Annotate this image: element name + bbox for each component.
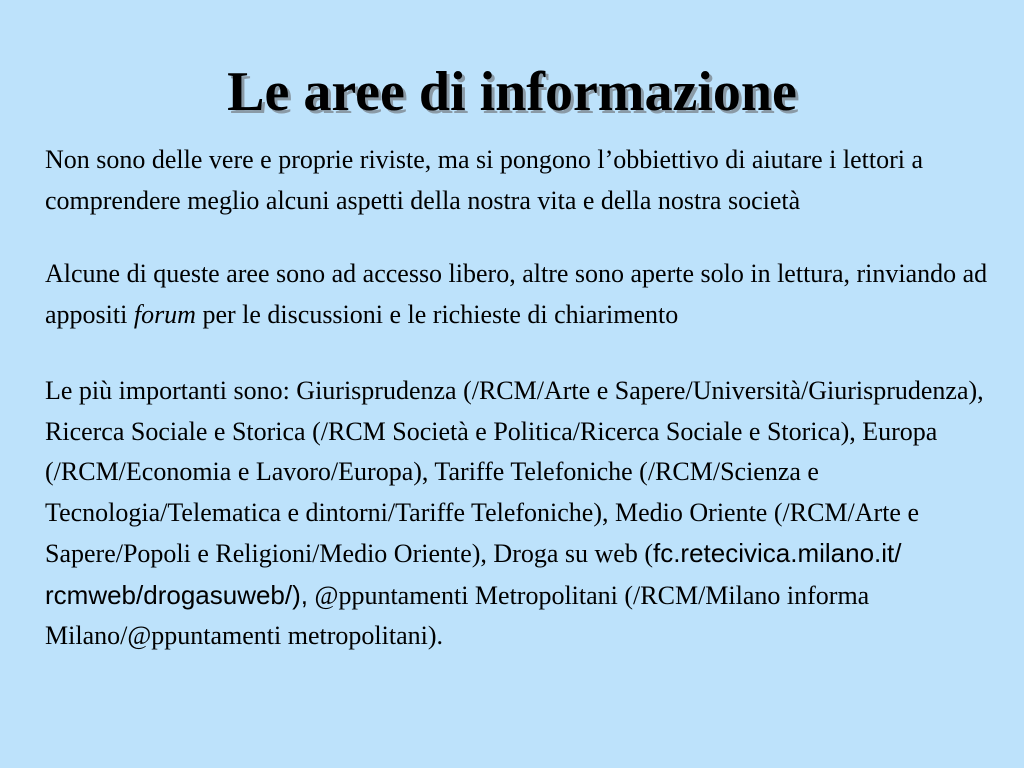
forum-emphasis: forum [133, 299, 196, 329]
paragraph-access [45, 254, 990, 335]
drogasuweb-url: fc.retecivica.milano.it/ rcmweb/drogasuweb/), [45, 538, 902, 610]
paragraph-areas-text-after: @ppuntamenti Metropolitani (/RCM/Milano informa Milano/@ppuntamenti metropolitani). [45, 580, 870, 650]
paragraph-access-text-before: Alcune di queste aree sono ad accesso libero, altre sono aperte solo in lettura, rinviando ad appositi [45, 259, 988, 329]
paragraph-areas-text-before: Le più importanti sono: Giurisprudenza (/RCM/Arte e Sapere/Università/Giurisprudenza), Ricerca Sociale e Storica (/RCM Società e Politica/Ricerca Sociale e Storica), Europa (/RCM/Economia e Lavoro/Europa), Tariffe Telefoniche (/RCM/Scienza e Tecnologia/Telematica e dintorni/Tariffe Telefoniche), Medio Oriente (/RCM/Arte e Sapere/Popoli e Religioni/Medio Oriente), Droga su web ( [45, 376, 984, 568]
paragraph-access-text-after: per le discussioni e le richieste di chiarimento [195, 299, 679, 329]
paragraph-purpose [45, 140, 990, 221]
paragraph-important-areas [45, 371, 990, 657]
paragraph-purpose-text: Non sono delle vere e proprie riviste, ma si pongono l’obbiettivo di aiutare i lettori a comprendere meglio alcuni aspetti della nostra vita e della nostra società [45, 145, 923, 215]
slide-title: Le aree di informazione [227, 61, 797, 123]
